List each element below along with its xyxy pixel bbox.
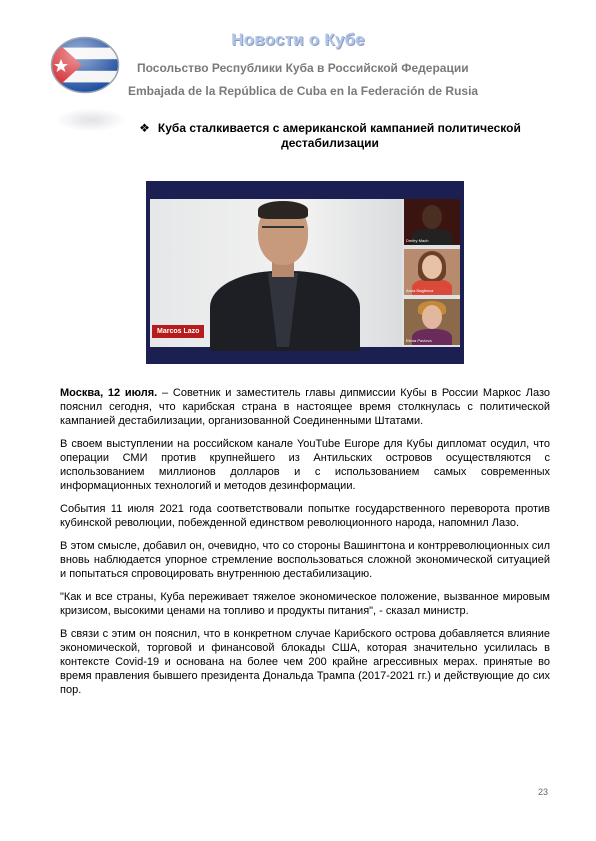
participant-tile xyxy=(404,299,460,345)
paragraph: Москва, 12 июля. – Советник и заместитель главы дипмиссии Кубы в России Маркос Лазо пояснил сегодня, что карибская страна в настоящее время столкнулась с политической кампанией дестабилизации, организованной Соединенными Штатами. xyxy=(60,387,550,427)
site-title: Новости о Кубе xyxy=(231,30,365,49)
participant-tile xyxy=(404,249,460,295)
participant-tile xyxy=(404,199,460,245)
paragraph: В связи с этим он пояснил, что в конкретном случае Карибского острова добавляется влияние экономической, торговой и финансовой блокады США, которая значительно усилилась в контексте Covid-19 и основана на более чем 200 крайне агрессивных мерах. принятые во время правления бывшего президента Дональда Трампа (2017-2021 гг.) и действующие до сих пор. xyxy=(60,628,550,696)
speaker-name-tag: Marcos Lazo xyxy=(152,325,204,338)
paragraph: В своем выступлении на российском канале YouTube Europe для Кубы дипломат осудил, что операции СМИ против крупнейшего из Антильских островов осуществляются с использованием миллионов долларов и с использованием самых современных информационных технологий и методов дезинформации. xyxy=(60,438,550,492)
article-photo xyxy=(146,181,464,364)
paragraph: "Как и все страны, Куба переживает тяжелое экономическое положение, вызванное мировым кризисом, высокими ценами на топливо и продукты питания", - сказал министр. xyxy=(60,591,550,617)
article-body xyxy=(60,386,550,706)
embassy-name-es: Embajada de la República de Cuba en la Federación de Rusia xyxy=(128,84,479,98)
participant-name: Dmitry Mach xyxy=(406,238,429,243)
main-speaker-view xyxy=(150,199,402,347)
headline-text: Куба сталкивается с американской кампанией политической дестабилизации xyxy=(157,121,521,150)
page-number: 23 xyxy=(538,787,549,797)
video-call-frame xyxy=(150,199,460,347)
article-headline xyxy=(130,121,530,151)
logo-reflection xyxy=(56,108,126,132)
paragraph: События 11 июля 2021 года соответствовали попытке государственного переворота против кубинской революции, побежденной единством революционного народа, напомнил Лазо. xyxy=(60,503,550,529)
participant-name: Anna Nagibova xyxy=(406,288,434,293)
paragraph: В этом смысле, добавил он, очевидно, что со стороны Вашингтона и контрреволюционных сил вновь наблюдается упорное стремление воспользоваться сложной экономической ситуацией и попытаться спровоцировать внутреннюю дестабилизацию. xyxy=(60,540,550,580)
embassy-name-ru: Посольство Республики Куба в Российской Федерации xyxy=(137,61,469,75)
diamond-bullet-icon: ❖ xyxy=(139,121,150,135)
dateline: Москва, 12 июля. xyxy=(60,387,158,399)
participant-name: Elena Pavlova xyxy=(406,338,432,343)
